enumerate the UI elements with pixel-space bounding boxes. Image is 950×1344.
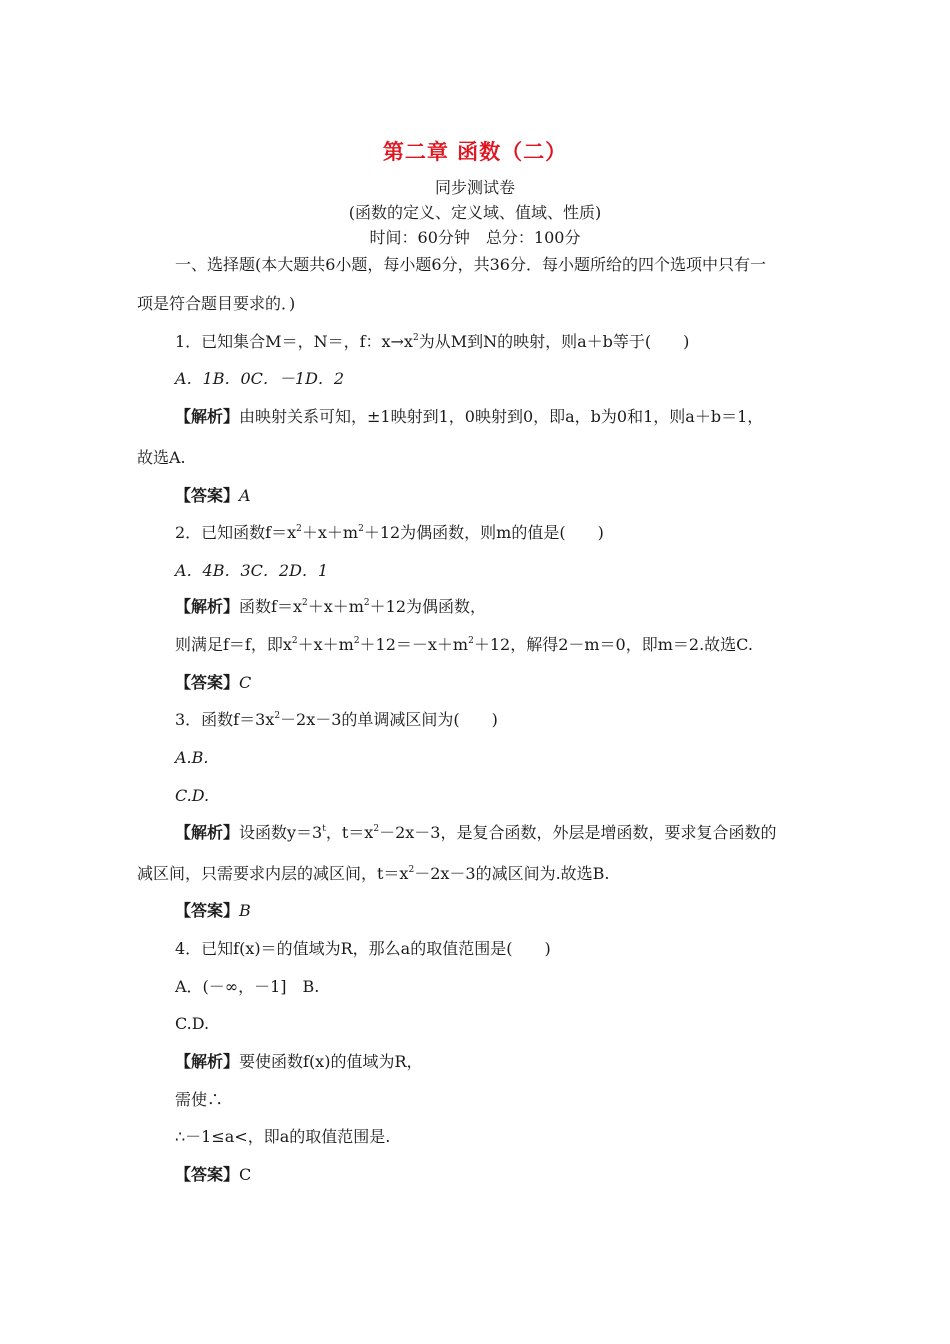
q1-analysis-cont: 故选A. (137, 448, 186, 467)
q1-options: A．1B．0C．－1D．2 (175, 369, 345, 388)
page-title: 第二章 函数（二） (382, 139, 568, 164)
q1-stem: 1．已知集合M＝，N＝，f：$x\to x^2$为从M到N的映射，则a＋b等于( ) (175, 332, 690, 351)
q3-answer: 【答案】B (175, 901, 251, 920)
section-intro-line1: 一、选择题(本大题共6小题，每小题6分，共36分．每小题所给的四个选项中只有一 (175, 255, 766, 274)
q3-options-cd: C.D. (175, 786, 210, 805)
q2-stem: 2．已知函数$f=x^2+x+m^2+12$为偶函数，则m的值是( ) (175, 523, 604, 542)
q3-options-ab: A.B. (175, 748, 209, 767)
q1-answer: 【答案】A (175, 486, 251, 505)
q4-options-cd: C.D. (175, 1014, 210, 1033)
q4-options-ab: A．(－∞，－1] B. (175, 977, 320, 996)
time-info: 时间：60分钟 总分：100分 (369, 228, 581, 247)
q4-analysis-cont2: ∴－1≤a<，即a的取值范围是. (175, 1127, 391, 1146)
subtitle: 同步测试卷 (434, 178, 515, 197)
q1-analysis: 【解析】由映射关系可知，±1映射到1，0映射到0，即a，b为0和1，则a＋b＝1， (175, 407, 764, 426)
q2-analysis: 【解析】函数$f=x^2+x+m^2+12$为偶函数， (175, 597, 487, 616)
q2-answer: 【答案】C (175, 673, 252, 692)
q4-analysis: 【解析】要使函数f(x)的值域为R， (175, 1052, 423, 1071)
q4-stem: 4．已知f(x)＝的值域为R，那么a的取值范围是( ) (175, 939, 551, 958)
q4-analysis-cont1: 需使∴ (175, 1090, 224, 1109)
q3-stem: 3．函数$f=3x^2-2x-3$的单调减区间为( ) (175, 710, 498, 729)
q2-analysis-cont: 则满足f＝f，即$x^2+x+m^2+12=-x+m^2+12$，解得2－m＝0，即m＝2.故选C. (175, 635, 753, 654)
q2-options: A．4B．3C．2D．1 (175, 561, 329, 580)
q3-analysis-cont: 减区间，只需要求内层的减区间，$t=x^2-2x-3$的减区间为.故选B. (137, 864, 610, 883)
scope-note: (函数的定义、定义域、值域、性质) (348, 203, 602, 222)
section-intro-line2: 项是符合题目要求的．) (137, 294, 296, 313)
q3-analysis: 【解析】设函数$y=3^t$，$t=x^2-2x-3$，是复合函数，外层是增函数，要求复合函数的 (175, 823, 777, 842)
q4-answer: 【答案】C (175, 1165, 252, 1184)
